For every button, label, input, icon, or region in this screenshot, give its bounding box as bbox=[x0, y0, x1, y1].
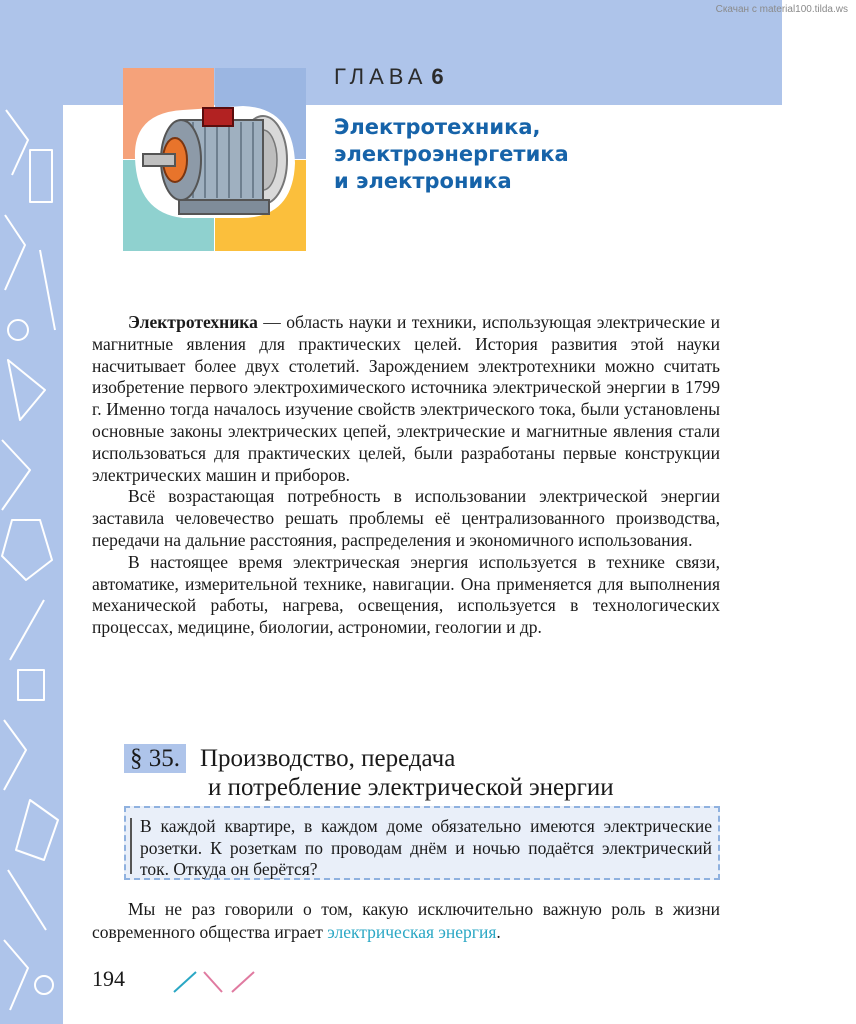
decorative-strokes-icon bbox=[170, 968, 260, 996]
chapter-title-line: электроэнергетика bbox=[334, 142, 569, 166]
intro-paragraph-3: В настоящее время электрическая энергия используется в технике связи, автоматике, измерительной технике, навигации. Она применяется для выполнения механической работы, нагрева, освещения, используется в технологических процессах, медицине, биологии, астрономии, геологии и др. bbox=[92, 551, 720, 638]
intro-paragraph-1-rest: — область науки и техники, использующая электрические и магнитные явления для практических целей. История развития этой науки насчитывает более двух столетий. Зарождением электротехники можно считать изобретение первого электрохимического источника электрической энергии в 1799 г. Именно тогда началось изучение свойств электрического тока, были установлены основные законы электрических цепей, электрические и магнитные явления стали использоваться для практических целей, были разработаны первые конструкции электрических машин и приборов. bbox=[92, 312, 720, 485]
watermark-text: Скачан с material100.tilda.ws bbox=[715, 4, 848, 15]
intro-text bbox=[92, 312, 720, 639]
intro-paragraph-1 bbox=[92, 312, 720, 486]
chapter-label-word: ГЛАВА bbox=[334, 64, 428, 89]
intro-paragraph-2: Всё возрастающая потребность в использовании электрической энергии заставила человечество решать проблемы её централизованного производства, передачи на дальние расстояния, распределения и экономичного использования. bbox=[92, 486, 720, 550]
chapter-illustration-tiles bbox=[123, 68, 306, 251]
question-marker-bar bbox=[130, 818, 132, 874]
chapter-number: 6 bbox=[431, 64, 444, 89]
question-box bbox=[124, 806, 720, 880]
chapter-title bbox=[334, 114, 634, 195]
chapter-title-line: Электротехника, bbox=[334, 115, 541, 139]
section-text bbox=[92, 898, 720, 944]
term-link-electric-energy[interactable]: электрическая энергия bbox=[327, 922, 497, 942]
chapter-label bbox=[334, 64, 444, 90]
question-text: В каждой квартире, в каждом доме обязательно имеются электрические розетки. К розеткам по проводам днём и ночью подаётся электрический ток. Откуда он берётся? bbox=[140, 816, 712, 879]
geometric-pattern bbox=[0, 0, 63, 1024]
section-title-line1: Производство, передача bbox=[200, 745, 456, 772]
term-electrotechnics: Электротехника bbox=[128, 312, 258, 332]
section-paragraph-1 bbox=[92, 898, 720, 944]
section-heading bbox=[124, 744, 724, 802]
section-paragraph-1-text: Мы не раз говорили о том, какую исключительно важную роль в жизни современного общества играет bbox=[92, 899, 720, 942]
chapter-title-line: и электроника bbox=[334, 169, 512, 193]
section-paragraph-1-end: . bbox=[496, 922, 501, 942]
section-number: § 35. bbox=[124, 744, 186, 773]
page-number: 194 bbox=[92, 966, 125, 991]
side-pattern-band bbox=[0, 0, 63, 1024]
electric-motor-illustration bbox=[123, 68, 306, 251]
section-title-line2: и потребление электрической энергии bbox=[208, 774, 614, 801]
